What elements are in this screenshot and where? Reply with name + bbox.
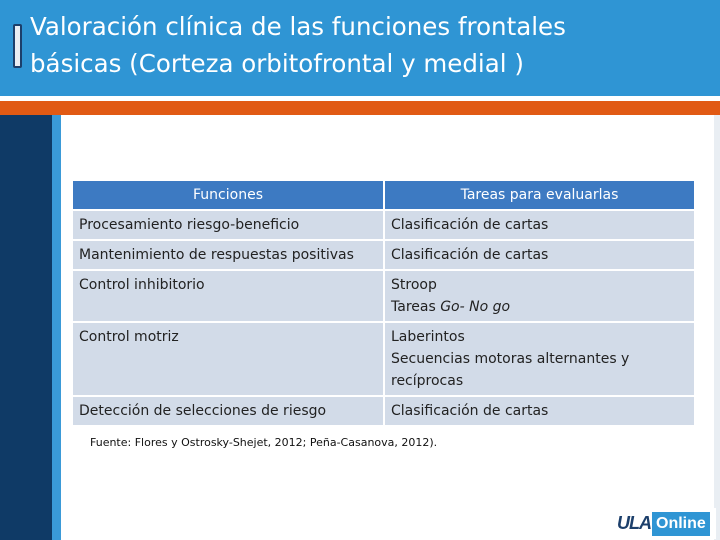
cell-tasks: [384, 270, 695, 322]
task-line: Secuencias motoras alternantes y recíprocas: [391, 351, 630, 389]
cell-tasks: Clasificación de cartas: [384, 240, 695, 270]
task-line: Laberintos: [391, 329, 465, 345]
logo-ula-text: ULA: [617, 513, 651, 533]
source-citation: Fuente: Flores y Ostrosky-Shejet, 2012; Peña-Casanova, 2012).: [90, 436, 438, 449]
table-row: [72, 396, 695, 426]
table-row: [72, 210, 695, 240]
header-functions: Funciones: [72, 180, 384, 210]
task-line: Stroop: [391, 277, 437, 293]
sidebar-dark-band: [0, 115, 52, 540]
cell-tasks: Clasificación de cartas: [384, 396, 695, 426]
slide-title-line-2: básicas (Corteza orbitofrontal y medial ): [30, 49, 524, 78]
cell-tasks: [384, 322, 695, 396]
cell-function: Procesamiento riesgo-beneficio: [72, 210, 384, 240]
table-row: [72, 240, 695, 270]
cell-function: Control motriz: [72, 322, 384, 396]
cell-function: Detección de selecciones de riesgo: [72, 396, 384, 426]
header-tasks: Tareas para evaluarlas: [384, 180, 695, 210]
slide-title-line-1: Valoración clínica de las funciones frontales: [30, 12, 566, 41]
logo-online-text: Online: [652, 512, 710, 536]
task-line: [391, 296, 688, 318]
title-marker: [13, 24, 22, 68]
table-row: [72, 270, 695, 322]
accent-bar: [0, 101, 720, 115]
task-italic: Go- No go: [440, 299, 511, 315]
sidebar-blue-band: [52, 115, 61, 540]
cell-function: Control inhibitorio: [72, 270, 384, 322]
table-row: [72, 322, 695, 396]
table-header-row: [72, 180, 695, 210]
cell-function: Mantenimiento de respuestas positivas: [72, 240, 384, 270]
slide-title: [30, 8, 710, 82]
slide-header: [0, 0, 720, 96]
right-edge-band: [714, 115, 720, 540]
ula-online-logo: [617, 508, 716, 539]
task-prefix: Tareas: [391, 299, 441, 315]
cell-tasks: Clasificación de cartas: [384, 210, 695, 240]
functions-table: [71, 179, 696, 427]
